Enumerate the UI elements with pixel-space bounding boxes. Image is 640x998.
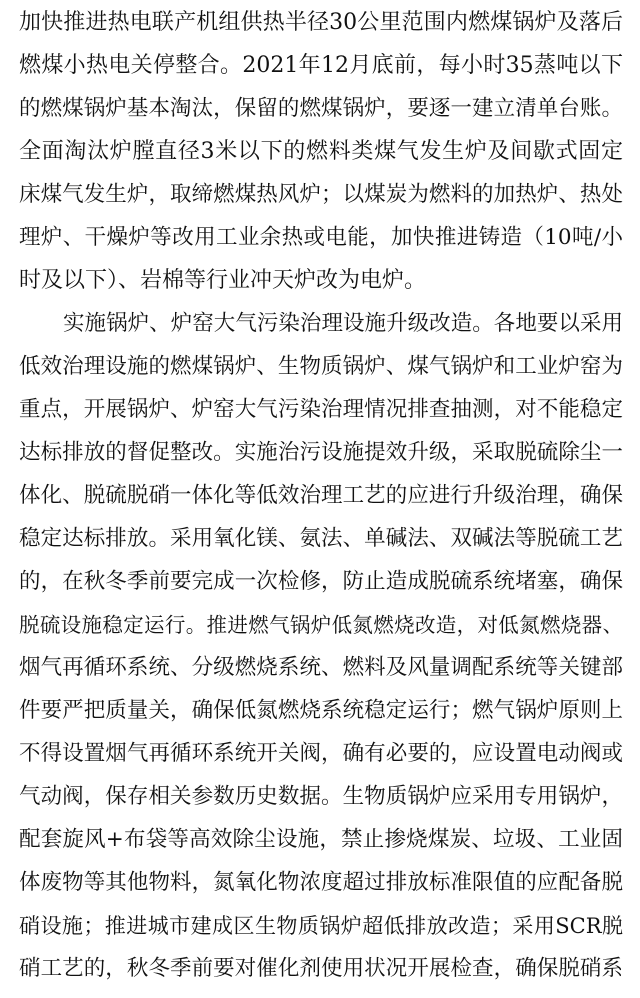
text-line: 稳定达标排放。采用氧化镁、氨法、单碱法、双碱法等脱硫工艺 bbox=[19, 526, 623, 551]
text-line: 加快推进热电联产机组供热半径30公里范围内燃煤锅炉及落后 bbox=[19, 10, 623, 35]
text-line: 燃煤小热电关停整合。2021年12月底前，每小时35蒸吨以下 bbox=[19, 53, 623, 78]
text-line: 时及以下）、岩棉等行业冲天炉改为电炉。 bbox=[19, 268, 427, 293]
text-line: 低效治理设施的燃煤锅炉、生物质锅炉、煤气锅炉和工业炉窑为 bbox=[19, 354, 623, 379]
text-line: 件要严把质量关，确保低氮燃烧系统稳定运行；燃气锅炉原则上 bbox=[19, 698, 623, 723]
text-line: 脱硫设施稳定运行。推进燃气锅炉低氮燃烧改造，对低氮燃烧器、 bbox=[19, 613, 623, 637]
text-line: 不得设置烟气再循环系统开关阀，确有必要的，应设置电动阀或 bbox=[19, 741, 623, 766]
text-line: 配套旋风+布袋等高效除尘设施，禁止掺烧煤炭、垃圾、工业固 bbox=[19, 827, 623, 852]
text-line: 体废物等其他物料，氮氧化物浓度超过排放标准限值的应配备脱 bbox=[19, 870, 623, 895]
text-line: 达标排放的督促整改。实施治污设施提效升级，采取脱硫除尘一 bbox=[19, 440, 623, 465]
text-line: 重点，开展锅炉、炉窑大气污染治理情况排查抽测，对不能稳定 bbox=[19, 397, 623, 422]
text-line: 烟气再循环系统、分级燃烧系统、燃料及风量调配系统等关键部 bbox=[19, 655, 623, 680]
text-line: 气动阀，保存相关参数历史数据。生物质锅炉应采用专用锅炉， bbox=[19, 784, 623, 809]
text-line: 的燃煤锅炉基本淘汰，保留的燃煤锅炉，要逐一建立清单台账。 bbox=[19, 96, 623, 121]
text-line: 体化、脱硫脱硝一体化等低效治理工艺的应进行升级治理，确保 bbox=[19, 483, 623, 508]
text-line: 的，在秋冬季前要完成一次检修，防止造成脱硫系统堵塞，确保 bbox=[19, 569, 623, 594]
text-line: 床煤气发生炉，取缔燃煤热风炉；以煤炭为燃料的加热炉、热处 bbox=[19, 182, 623, 207]
text-line: 全面淘汰炉膛直径3米以下的燃料类煤气发生炉及间歇式固定 bbox=[19, 139, 623, 164]
paragraph-first-line: 实施锅炉、炉窑大气污染治理设施升级改造。各地要以采用 bbox=[63, 311, 623, 336]
text-line: 理炉、干燥炉等改用工业余热或电能，加快推进铸造（10吨/小 bbox=[19, 225, 623, 250]
text-line: 硝工艺的，秋冬季前要对催化剂使用状况开展检查，确保脱硝系 bbox=[19, 956, 623, 981]
text-line: 硝设施；推进城市建成区生物质锅炉超低排放改造；采用SCR脱 bbox=[19, 914, 623, 938]
